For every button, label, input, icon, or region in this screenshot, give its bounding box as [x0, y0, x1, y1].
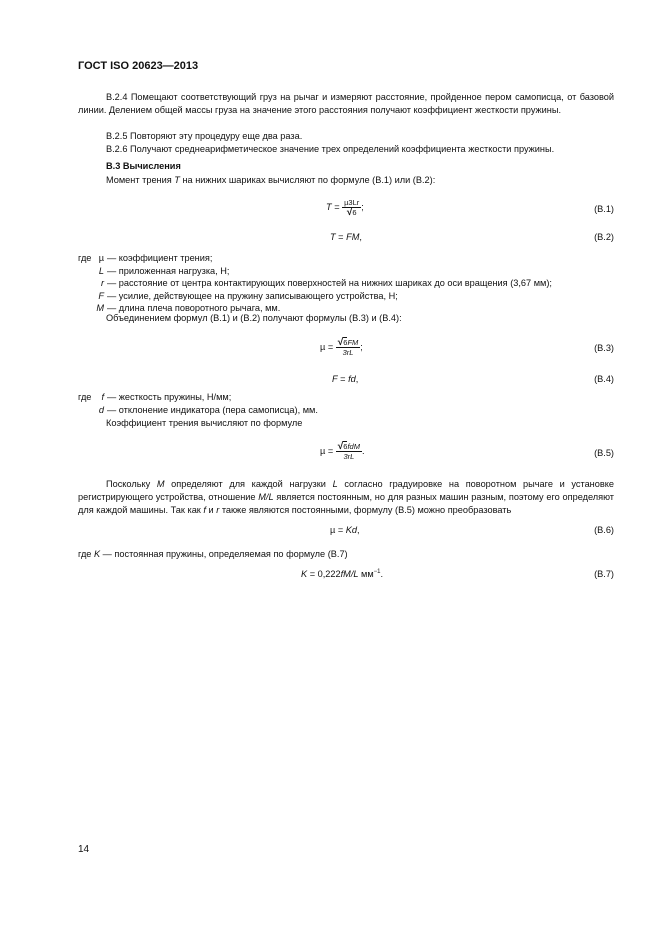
definition-symbol: µ: [98, 253, 104, 263]
equation-punct: ,: [357, 525, 360, 535]
definition-text: — длина плеча поворотного рычага, мм.: [107, 303, 281, 313]
definition-text: — приложенная нагрузка, Н;: [107, 265, 230, 276]
variable-f: f: [203, 505, 206, 515]
paragraph-friction: Коэффициент трения вычисляют по формуле: [106, 418, 303, 428]
text-segment: — постоянная пружины, определяемая по формуле (В.7): [100, 549, 348, 559]
definition-item: [80, 290, 398, 303]
text-segment: согласно градуировке на поворотном рычаге и установке регистрирующего устройства, отношение: [78, 479, 614, 502]
definition-symbol: F: [98, 290, 104, 301]
definition-text: — жесткость пружины, Н/мм;: [107, 392, 232, 402]
definition-text: — отклонение индикатора (пера самописца), мм.: [107, 404, 318, 415]
equation-b7: [301, 568, 383, 581]
sqrt-icon: √: [337, 337, 344, 348]
section-title-b3: В.3 Вычисления: [106, 161, 181, 171]
paragraph-moment: [106, 174, 435, 187]
equation-label-b4: (В.4): [594, 374, 614, 384]
text-segment: на нижних шариках вычисляют по формуле (В.1) или (В.2):: [179, 175, 436, 185]
definition-text: — усилие, действующее на пружину записывающего устройства, Н;: [107, 290, 398, 301]
variable-r: r: [216, 505, 220, 515]
definition-item: [80, 404, 318, 417]
var-F: F: [332, 374, 338, 384]
fraction-numerator: [336, 338, 361, 348]
equation-lhs: µ =: [320, 341, 334, 352]
sqrt-radicand: 6: [343, 338, 348, 347]
equation-label-b3: (В.3): [594, 343, 614, 353]
text-segment: определяют для каждой нагрузки: [164, 479, 333, 489]
var-K: K: [301, 569, 308, 579]
definition-symbol: M: [96, 303, 104, 313]
where-label-2: где: [78, 392, 92, 402]
sqrt-icon: √: [346, 207, 353, 218]
var-Kd: Kd: [345, 525, 358, 535]
equation-b2: [330, 231, 362, 244]
definition-item: [80, 391, 231, 404]
equation-b5: [320, 442, 365, 461]
fraction: [336, 442, 362, 461]
fraction: [336, 338, 361, 357]
definition-item: [80, 265, 229, 278]
fraction-denominator: [342, 208, 361, 217]
variable-L: L: [332, 479, 338, 489]
equation-b4: [332, 373, 358, 386]
paragraph-where-K: [78, 548, 348, 561]
variable-K: K: [93, 549, 101, 559]
paragraph-b26: В.2.6 Получают среднеарифметическое значение трех определений коэффициента жесткости пружины.: [106, 144, 555, 154]
variable-M: M: [156, 479, 165, 489]
definition-text: — расстояние от центра контактирующих поверхностей на нижних шариках до оси вращения (3,67 мм);: [107, 278, 552, 288]
equation-punct: ;: [361, 201, 364, 212]
definition-item: [80, 252, 212, 265]
equation-lhs: µ =: [330, 525, 346, 535]
sqrt-icon: √: [337, 441, 344, 452]
equation-punct: ,: [359, 232, 362, 242]
equation-label-b7: (В.7): [594, 569, 614, 579]
text-segment: является постоянным, но для разных машин разным, поэтому его определяют для каждой машины. Так как: [78, 492, 615, 515]
numerator-rest: fdM: [347, 442, 360, 451]
text-segment: Поскольку: [106, 479, 157, 489]
equation-label-b5: (В.5): [594, 448, 614, 458]
where-label: где: [78, 253, 92, 263]
fraction: [342, 198, 361, 217]
paragraph-b25: В.2.5 Повторяют эту процедуру еще два раза.: [106, 131, 303, 141]
unit: мм: [358, 569, 374, 579]
equation-label-b2: (В.2): [594, 232, 614, 242]
definition-symbol: L: [98, 265, 104, 276]
var-FM: FM: [346, 232, 360, 242]
coefficient: = 0,222: [307, 569, 341, 579]
definition-symbol: d: [98, 404, 104, 415]
equation-punct: .: [380, 569, 384, 579]
sqrt-radicand: 6: [352, 208, 357, 217]
equals: =: [335, 232, 347, 242]
var-fML: fM/L: [340, 569, 359, 579]
equation-label-b1: (В.1): [594, 204, 614, 214]
definition-text: — коэффициент трения;: [107, 253, 213, 263]
fraction-denominator: 3rL: [343, 452, 355, 461]
equation-b6: [330, 524, 360, 537]
equation-b1: [326, 198, 364, 217]
definition-item: [80, 277, 552, 290]
text-segment: Момент трения: [106, 175, 175, 185]
exponent: −1: [373, 569, 381, 575]
equation-lhs: µ =: [320, 445, 334, 456]
sqrt-radicand: 6: [343, 442, 348, 451]
definition-symbol: r: [100, 278, 104, 288]
paragraph-since: [78, 478, 614, 517]
var-fd: fd: [348, 374, 356, 384]
paragraph-b24: В.2.4 Помещают соответствующий груз на рычаг и измеряют расстояние, пройденное пером самописца, от базовой линии. Делением общей массы груза на значение этого расстояния получают коэффициент жесткости пружины.: [78, 92, 614, 115]
equation-punct: ,: [355, 374, 359, 384]
equals: =: [337, 374, 349, 384]
text-segment: и: [205, 505, 217, 515]
document-header: ГОСТ ISO 20623—2013: [78, 60, 199, 72]
equation-punct: .: [361, 445, 365, 456]
numerator-rest: FM: [347, 338, 359, 347]
definition-symbol: f: [101, 392, 104, 402]
equation-lhs: T =: [326, 201, 340, 212]
var-T: T: [330, 232, 336, 242]
fraction-denominator: 3rL: [342, 348, 354, 357]
paragraph-combine: Объединением формул (В.1) и (В.2) получают формулы (В.3) и (В.4):: [106, 313, 402, 323]
equation-b3: [320, 338, 363, 357]
fraction-numerator: [336, 442, 362, 452]
text-segment: также являются постоянными, формулу (В.5) можно преобразовать: [219, 505, 512, 515]
variable-T: T: [174, 175, 180, 185]
equation-punct: ;: [360, 341, 363, 352]
page-number: 14: [78, 844, 90, 855]
fraction-numerator: µ3Lr: [344, 198, 360, 207]
text-segment: где: [78, 549, 94, 559]
equation-label-b6: (В.6): [594, 525, 614, 535]
variable-ML: M/L: [258, 492, 274, 502]
